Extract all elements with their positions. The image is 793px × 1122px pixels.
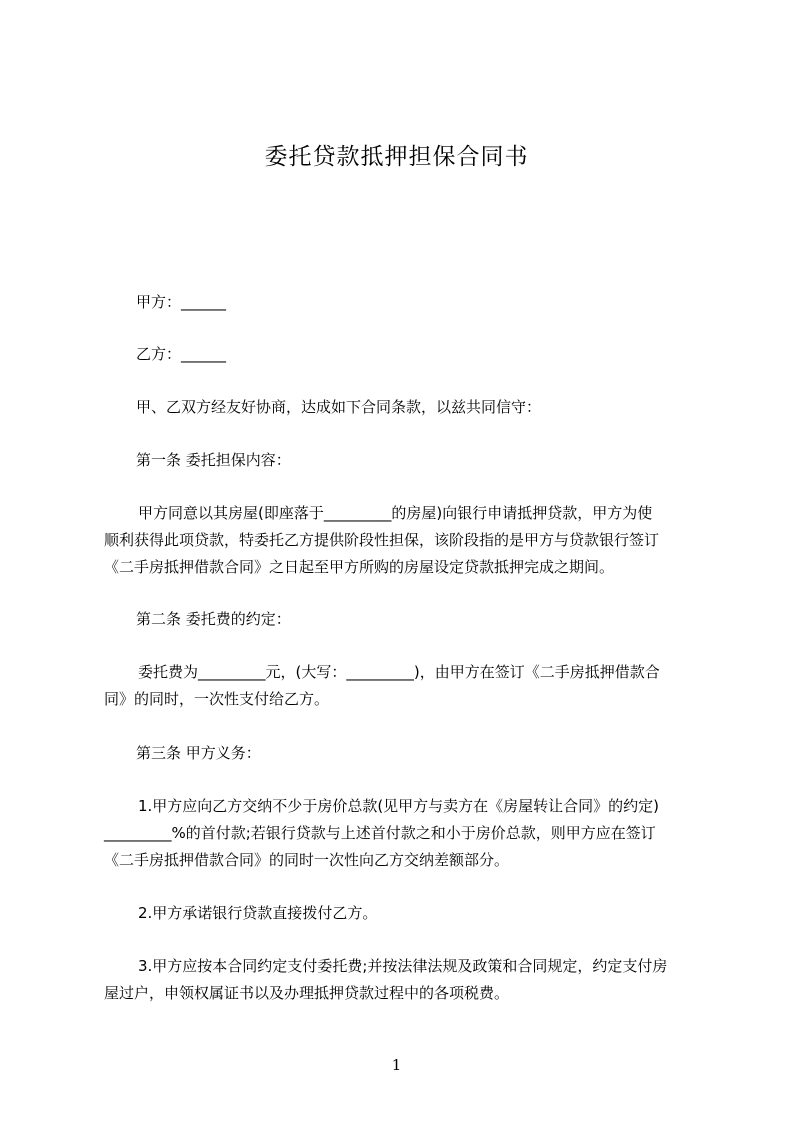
article1-heading-text: 第一条 委托担保内容： bbox=[136, 451, 291, 469]
article2-line-1: 委托费为_________元，(大写：_________)，由甲方在签订《二手房抵押借款合 bbox=[138, 663, 660, 681]
article3-item1-line-1: 1.甲方应向乙方交纳不少于房价总款(见甲方与卖方在《房屋转让合同》的约定) bbox=[138, 797, 660, 815]
preamble-text: 甲、乙双方经友好协商，达成如下合同条款，以兹共同信守： bbox=[136, 398, 542, 416]
article3-item3-line-1: 3.甲方应按本合同约定支付委托费;并按法律法规及政策和合同规定，约定支付房 bbox=[138, 957, 668, 975]
party-a-line bbox=[104, 289, 714, 316]
article3-item3 bbox=[104, 953, 714, 1007]
article3-item1-line-2: _________%的首付款;若银行贷款与上述首付款之和小于房价总款，则甲方应在签订 bbox=[104, 824, 656, 842]
article3-item3-line-2: 屋过户，申领权属证书以及办理抵押贷款过程中的各项税费。 bbox=[104, 984, 510, 1002]
article3-item1 bbox=[104, 793, 714, 874]
page-number: 1 bbox=[391, 1056, 402, 1074]
party-a-text: 甲方：______ bbox=[136, 293, 227, 311]
preamble-paragraph bbox=[104, 394, 714, 421]
document-title: 委托贷款抵押担保合同书 bbox=[264, 144, 529, 170]
article3-item2 bbox=[104, 900, 714, 927]
article2-paragraph bbox=[104, 659, 714, 713]
party-b-text: 乙方：______ bbox=[136, 345, 227, 363]
party-b-line bbox=[104, 341, 714, 368]
article3-heading bbox=[104, 740, 714, 767]
article2-heading bbox=[104, 606, 714, 633]
article3-item1-line-3: 《二手房抵押借款合同》的同时一次性向乙方交纳差额部分。 bbox=[104, 851, 510, 869]
article1-line-2: 顺利获得此项贷款，特委托乙方提供阶段性担保，该阶段指的是甲方与贷款银行签订 bbox=[104, 531, 660, 549]
article3-item2-text: 2.甲方承诺银行贷款直接拨付乙方。 bbox=[138, 904, 378, 922]
article1-heading bbox=[104, 447, 714, 474]
article1-line-1: 甲方同意以其房屋(即座落于_________的房屋)向银行申请抵押贷款，甲方为使 bbox=[138, 504, 653, 522]
article1-line-3: 《二手房抵押借款合同》之日起至甲方所购的房屋设定贷款抵押完成之期间。 bbox=[104, 558, 615, 576]
article2-line-2: 同》的同时，一次性支付给乙方。 bbox=[104, 690, 330, 708]
article3-heading-text: 第三条 甲方义务： bbox=[136, 744, 261, 762]
article1-paragraph bbox=[104, 500, 714, 581]
article2-heading-text: 第二条 委托费的约定： bbox=[136, 610, 291, 628]
